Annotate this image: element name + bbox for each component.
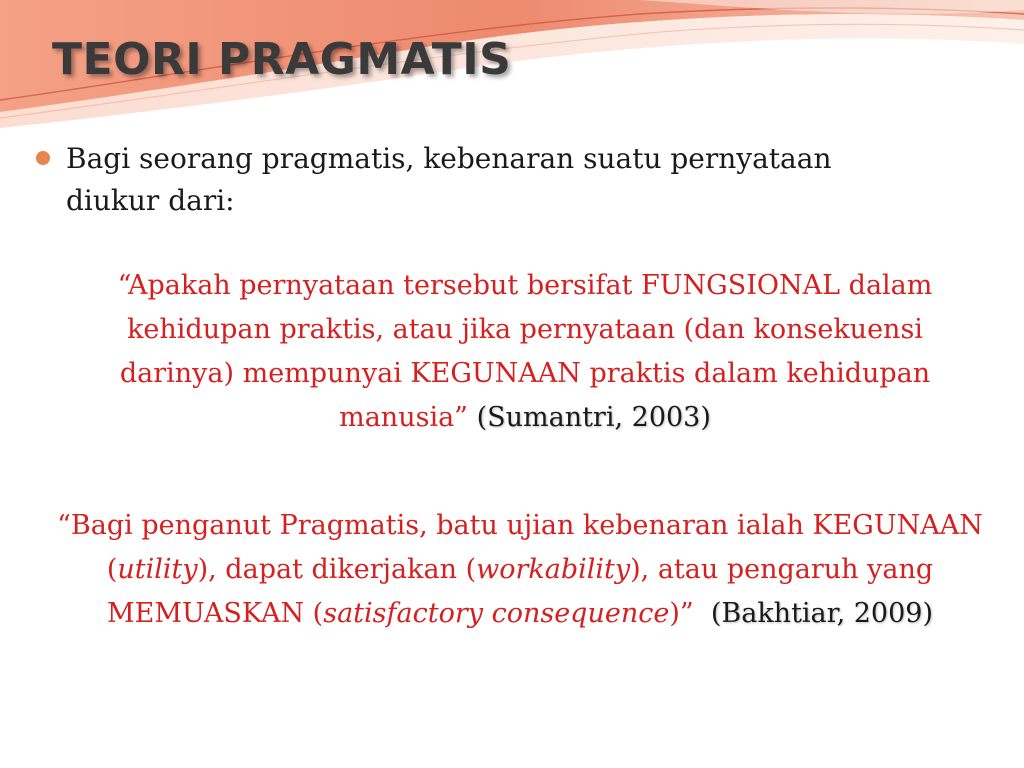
- bullet-dot-icon: [36, 151, 50, 165]
- bullet-line-2: diukur dari:: [66, 184, 235, 217]
- quote-2-term-satisfactory: satisfactory consequence: [323, 598, 670, 629]
- quote-2-citation: (Bakhtiar, 2009): [710, 598, 934, 629]
- quote-2-part-1: “Bagi penganut Pragmatis, batu ujian kebenaran ialah KEGUNAAN (: [57, 510, 983, 585]
- quote-2-term-workability: workability: [476, 554, 631, 585]
- quote-2-part-3: ), atau pengaruh yang MEMUASKAN (: [106, 554, 934, 629]
- quote-1-text: “Apakah pernyataan tersebut bersifat FUNGSIONAL dalam kehidupan praktis, atau jika pernyataan (dan konsekuensi darinya) mempunyai KEGUNAAN praktis dalam kehidupan manusia”: [117, 270, 933, 433]
- slide-title: TEORI PRAGMATIS: [52, 34, 512, 85]
- quote-2-part-4: )”: [669, 598, 694, 629]
- quote-2-part-2: ), dapat dikerjakan (: [197, 554, 477, 585]
- quote-1-citation: (Sumantri, 2003): [476, 402, 711, 433]
- quote-sumantri: [70, 264, 980, 440]
- bullet-line-1: Bagi seorang pragmatis, kebenaran suatu pernyataan: [66, 142, 832, 175]
- quote-2-term-utility: utility: [117, 554, 198, 585]
- quote-bakhtiar: [40, 504, 1000, 636]
- bullet-text: [66, 138, 926, 222]
